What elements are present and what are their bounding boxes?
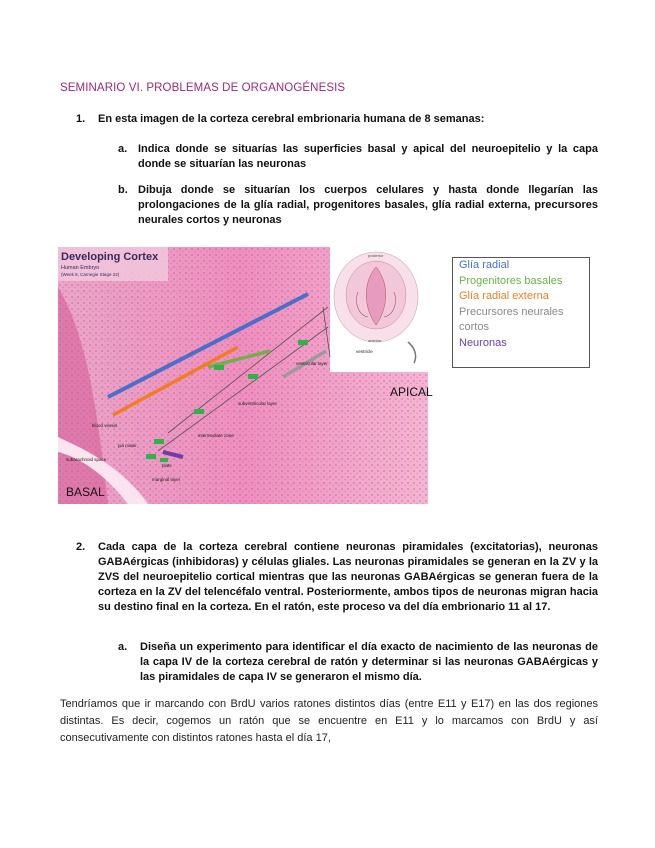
figure-subheading-1: Human Embryo [61,265,100,271]
answer-paragraph: Tendríamos que ir marcando con BrdU varios ratones distintos días (entre E11 y E17) en las dos regiones distintas. Es decir, cogemos un ratón que se encuentre en E11 y lo marcamos con BrdU y así consecutivamente con distintos ratones hasta el día 17, [60,698,598,744]
question-2-text: Cada capa de la corteza cerebral contiene neuronas piramidales (excitatorias), neuronas GABAérgicas (inhibidoras) y células gliales. Las neuronas piramidales se generan en la ZV y la ZVS del neuroepitelio cortical mientras que las neuronas GABAérgicas se generan fuera de la corteza en la ZV del telencéfalo ventral. Posteriormente, ambos tipos de neuronas migran hacia su destino final en la corteza. En el ratón, este proceso va del día embrionario 11 al 17. [98,541,598,613]
label-anterior: anterior [368,338,382,343]
label-ventricular-layer: ventricular layer [296,361,328,366]
label-marginal-layer: marginal layer [152,477,181,482]
cortex-histology-figure [58,247,428,504]
label-subarachnoid-space: subarachnoid space [66,457,107,462]
question-2a [118,640,598,685]
label-posterior: posterior [368,253,384,258]
basal-label: BASAL [66,485,105,499]
question-1a-text: Indica donde se situarías las superficies basal y apical del neuroepitelio y la capa donde se situarían las neuronas [138,143,598,170]
label-ventricle: ventricle [356,349,373,354]
question-2 [76,540,598,615]
question-1-number: 1. [76,113,86,125]
legend-item-radial-glia: Glía radial [459,259,510,271]
question-2a-text: Diseña un experimento para identificar el día exacto de nacimiento de las neuronas de la capa IV de la corteza cerebral de ratón y determinar si las neuronas GABAérgicas y las piramidales de capa IV se generaron el mismo día. [140,641,598,683]
apical-label: APICAL [390,385,433,399]
cortex-image [58,247,428,504]
question-1a [118,142,598,172]
label-pia-mater: pia mater [118,443,137,448]
question-2-number: 2. [76,541,86,553]
question-1b-text: Dibuja donde se situarían los cuerpos celulares y hasta donde llegarían las prolongaciones de la glía radial, progenitores basales, glía radial externa, precursores neurales cortos y neuronas [138,184,598,226]
legend-item-neurons: Neuronas [459,336,507,349]
figure-subheading-2: (Week 8, Carnegie Stage 22) [61,272,120,277]
question-2a-label: a. [118,641,128,653]
label-subventricular-layer: subventricular layer [238,401,278,406]
legend-item-short-neural-precursors-2: cortos [459,321,489,333]
legend-item-outer-radial-glia: Glía radial externa [459,290,549,302]
label-plate: plate [162,463,172,468]
label-intermediate-zone: intermediate zone [198,433,234,438]
question-1b [118,183,598,228]
question-1b-label: b. [118,184,128,196]
page-title: SEMINARIO VI. PROBLEMAS DE ORGANOGÉNESIS [60,82,346,94]
figure-heading: Developing Cortex [61,251,159,263]
legend-item-basal-progenitors: Progenitores basales [459,274,563,287]
question-1 [76,113,596,125]
label-blood-vessel: blood vessel [92,423,118,428]
legend-box [452,257,590,368]
legend-item-short-neural-precursors: Precursores neurales [459,305,564,318]
question-1a-label: a. [118,143,128,155]
question-1-text: En esta imagen de la corteza cerebral embrionaria humana de 8 semanas: [98,113,485,125]
